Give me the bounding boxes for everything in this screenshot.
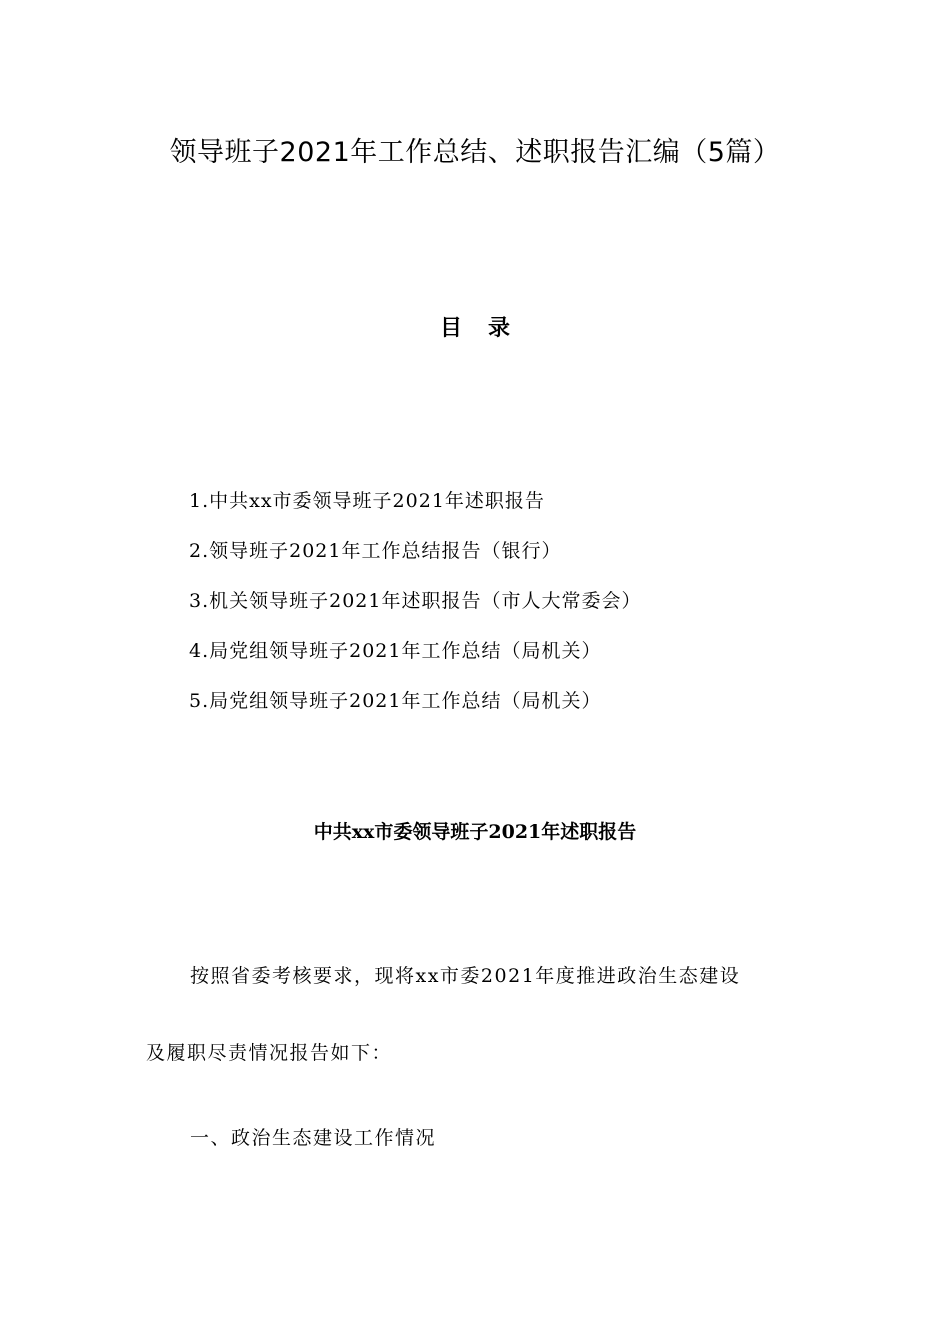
section-title: 中共xx市委领导班子2021年述职报告	[313, 821, 637, 843]
toc-item: 2.领导班子2021年工作总结报告（银行）	[189, 540, 562, 562]
section-heading-1: 一、政治生态建设工作情况	[190, 1127, 437, 1149]
toc-heading: 目录	[439, 316, 536, 341]
intro-paragraph-line-2: 及履职尽责情况报告如下：	[146, 1042, 393, 1064]
toc-item: 4.局党组领导班子2021年工作总结（局机关）	[189, 640, 602, 662]
toc-item: 1.中共xx市委领导班子2021年述职报告	[189, 490, 545, 512]
toc-item: 5.局党组领导班子2021年工作总结（局机关）	[189, 690, 602, 712]
intro-paragraph-line-1: 按照省委考核要求，现将xx市委2021年度推进政治生态建设	[190, 965, 741, 987]
toc-item: 3.机关领导班子2021年述职报告（市人大常委会）	[189, 590, 642, 612]
document-title: 领导班子2021年工作总结、述职报告汇编（5篇）	[169, 137, 781, 168]
table-of-contents	[189, 484, 641, 734]
